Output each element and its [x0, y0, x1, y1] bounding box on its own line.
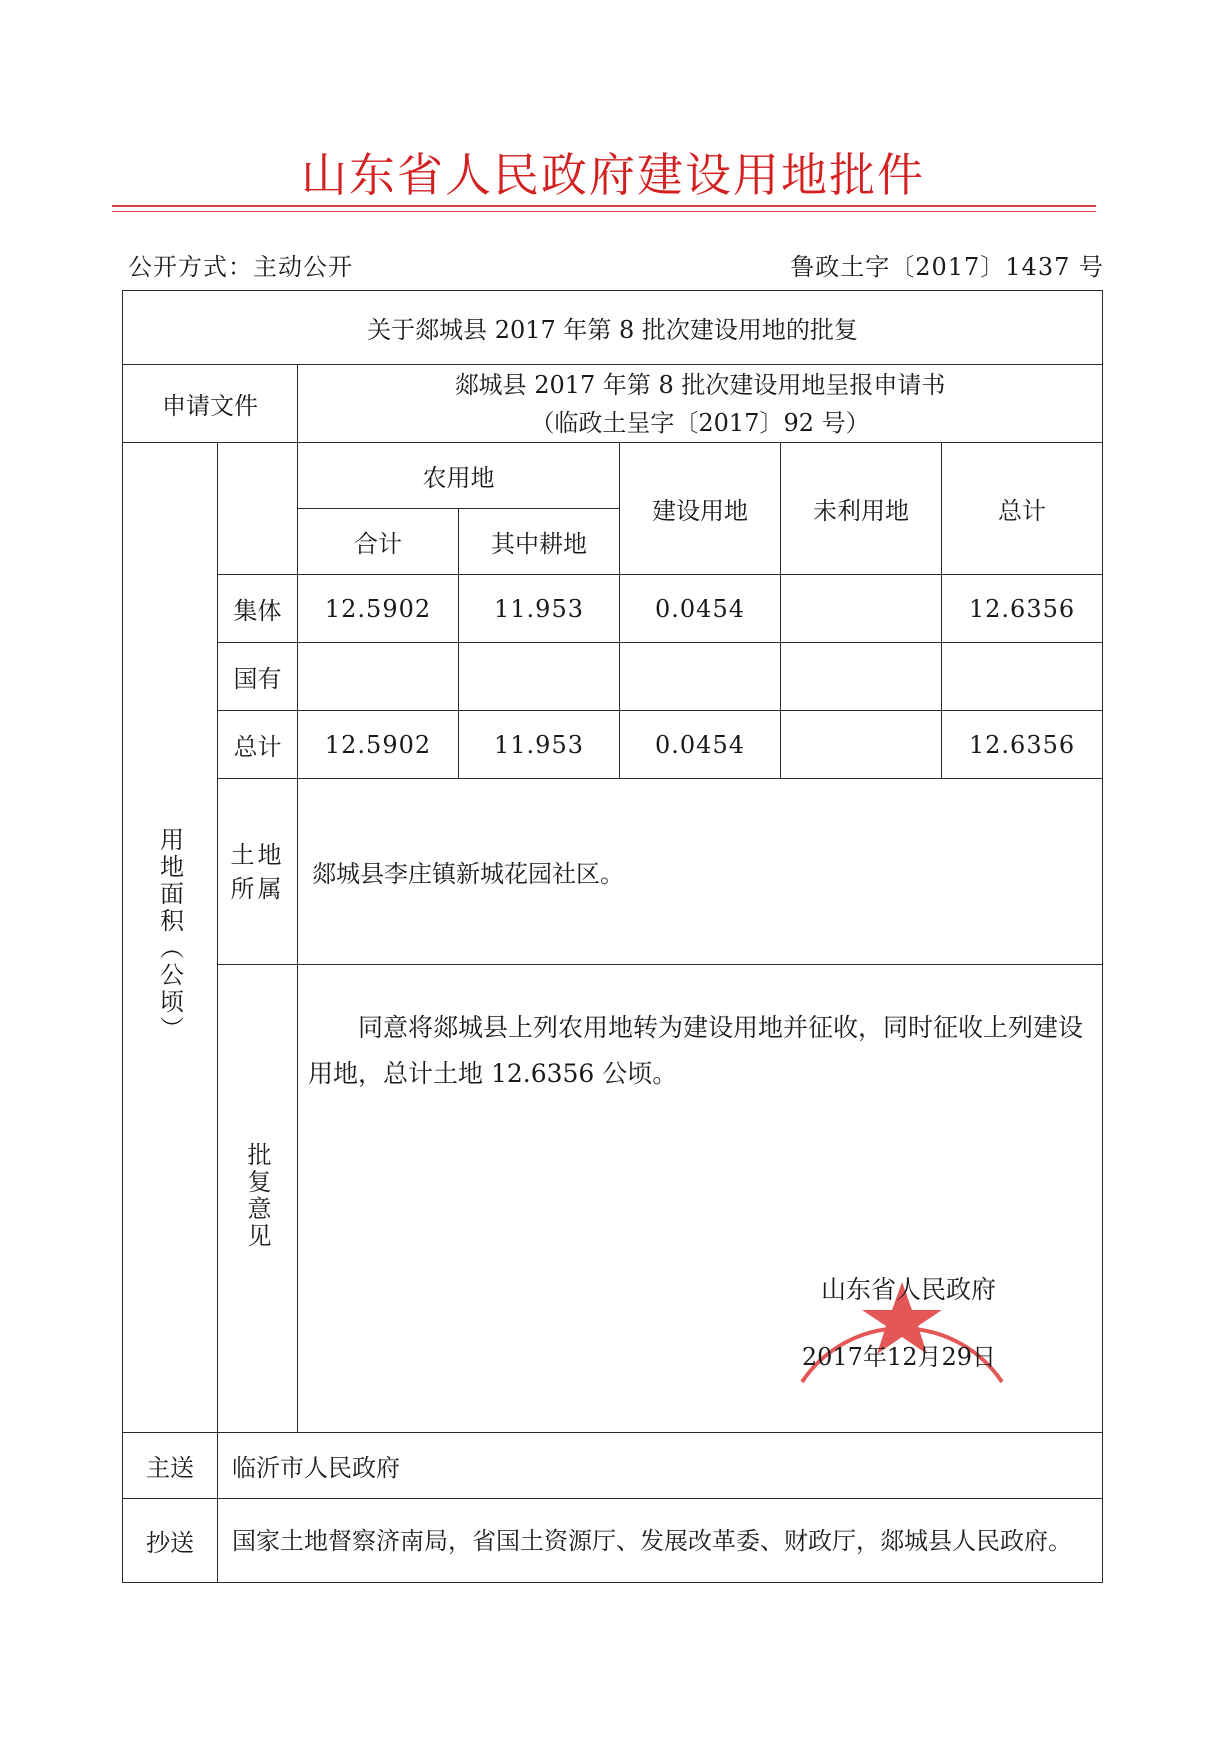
- total-arable: 11.953: [459, 711, 620, 779]
- land-area-label-cell: [123, 443, 218, 1433]
- send-to-label: 主送: [123, 1433, 218, 1499]
- header-total: 总计: [942, 443, 1103, 575]
- header-blank: [218, 443, 298, 575]
- row-label-total: 总计: [218, 711, 298, 779]
- application-label: 申请文件: [123, 365, 298, 443]
- approval-row: [123, 965, 1103, 1433]
- title-rule-thin: [112, 211, 1096, 212]
- send-to-value: 临沂市人民政府: [218, 1433, 1103, 1499]
- header-subtotal: 合计: [298, 509, 459, 575]
- document-title: 山东省人民政府建设用地批件: [301, 148, 925, 202]
- approval-form-table: [122, 290, 1103, 1583]
- ownership-value: 郯城县李庄镇新城花园社区。: [298, 779, 1103, 965]
- state-total: [942, 643, 1103, 711]
- approval-label: 批复意见: [243, 1141, 271, 1250]
- collective-subtotal: 12.5902: [298, 575, 459, 643]
- document-number: 鲁政土字〔2017〕1437 号: [790, 253, 1104, 281]
- signing-date: 2017年12月29日: [801, 1343, 997, 1371]
- application-value: [298, 365, 1103, 443]
- approval-label-cell: [218, 965, 298, 1433]
- table-row: [123, 711, 1103, 779]
- subject-row: [123, 291, 1103, 365]
- application-number: （临政土呈字〔2017〕92 号）: [530, 408, 870, 437]
- collective-construction: 0.0454: [620, 575, 781, 643]
- table-row: [123, 575, 1103, 643]
- signer-name: 山东省人民政府: [821, 1275, 997, 1304]
- subject-cell: [123, 291, 1103, 365]
- area-header-row-1: [123, 443, 1103, 509]
- collective-arable: 11.953: [459, 575, 620, 643]
- header-arable: 其中耕地: [459, 509, 620, 575]
- table-row: [123, 643, 1103, 711]
- send-to-row: [123, 1433, 1103, 1499]
- header-farmland: 农用地: [298, 443, 620, 509]
- header-unused: 未利用地: [781, 443, 942, 575]
- total-construction: 0.0454: [620, 711, 781, 779]
- ownership-label: 土地所属: [230, 840, 285, 903]
- subject-text: 关于郯城县 2017 年第 8 批次建设用地的批复: [367, 316, 858, 344]
- row-label-collective: 集体: [218, 575, 298, 643]
- title-rule-thick: [112, 205, 1096, 207]
- approval-opinion-cell: [298, 965, 1103, 1433]
- cc-row: [123, 1499, 1103, 1583]
- state-arable: [459, 643, 620, 711]
- ownership-row: [123, 779, 1103, 965]
- header-construction: 建设用地: [620, 443, 781, 575]
- land-area-label: 用地面积（公顷）: [155, 826, 184, 1043]
- state-subtotal: [298, 643, 459, 711]
- application-row: [123, 365, 1103, 443]
- collective-total: 12.6356: [942, 575, 1103, 643]
- disclosure-mode: 公开方式：主动公开: [128, 253, 353, 281]
- ownership-label-cell: [218, 779, 298, 965]
- total-total: 12.6356: [942, 711, 1103, 779]
- total-unused: [781, 711, 942, 779]
- collective-unused: [781, 575, 942, 643]
- cc-label: 抄送: [123, 1499, 218, 1583]
- cc-value: 国家土地督察济南局，省国土资源厅、发展改革委、财政厅，郯城县人民政府。: [218, 1499, 1103, 1583]
- application-title: 郯城县 2017 年第 8 批次建设用地呈报申请书: [454, 370, 946, 399]
- approval-opinion-text: 同意将郯城县上列农用地转为建设用地并征收，同时征收上列建设用地，总计土地 12.6356 公顷。: [308, 1013, 1084, 1088]
- total-subtotal: 12.5902: [298, 711, 459, 779]
- row-label-state: 国有: [218, 643, 298, 711]
- state-unused: [781, 643, 942, 711]
- state-construction: [620, 643, 781, 711]
